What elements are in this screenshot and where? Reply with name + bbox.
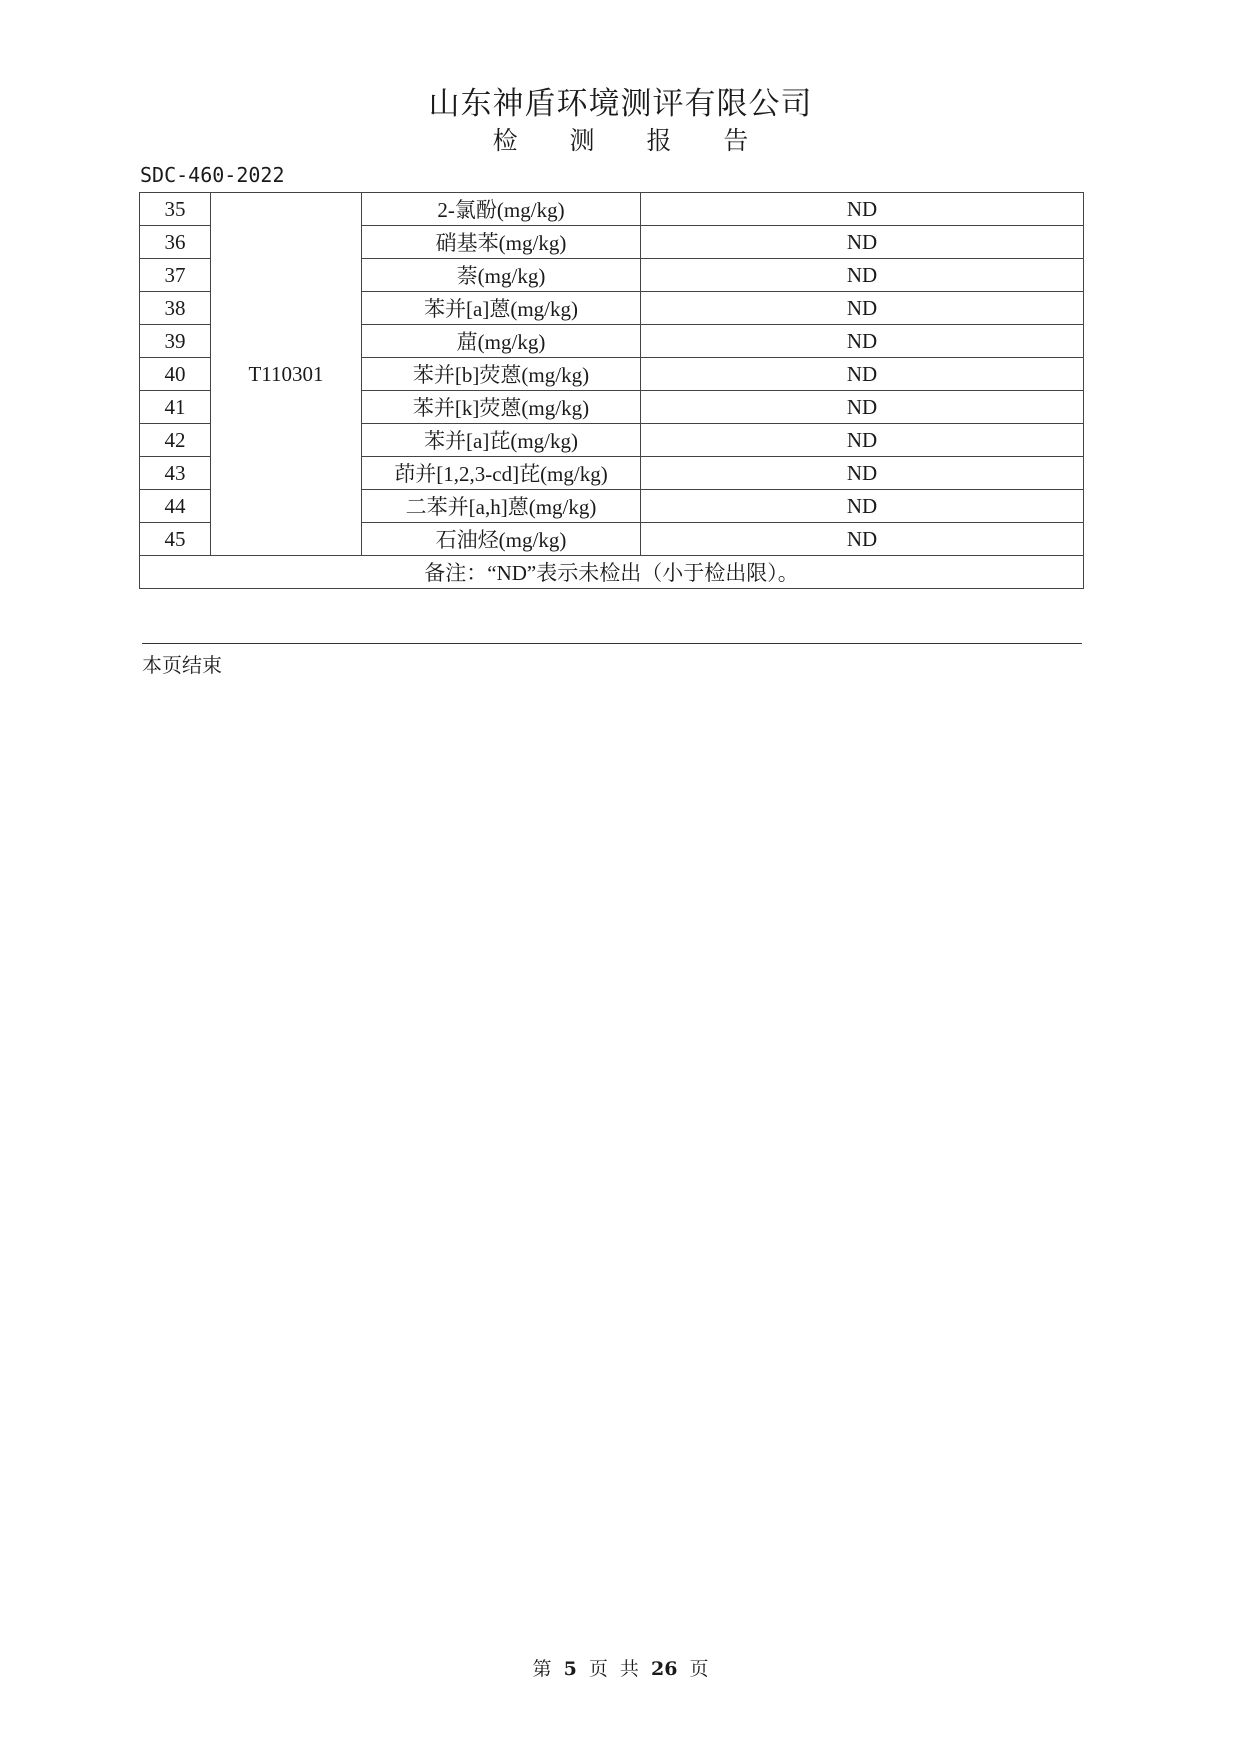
test-result: ND — [641, 193, 1084, 226]
current-page: 5 — [563, 1658, 577, 1680]
sample-id: T110301 — [211, 193, 362, 556]
test-item: 苯并[a]蒽(mg/kg) — [362, 292, 641, 325]
test-item: 苯并[k]荧蒽(mg/kg) — [362, 391, 641, 424]
row-number: 40 — [140, 358, 211, 391]
row-number: 44 — [140, 490, 211, 523]
report-title: 检 测 报 告 — [492, 126, 771, 155]
test-item: 苯并[a]芘(mg/kg) — [362, 424, 641, 457]
test-item: 石油烃(mg/kg) — [362, 523, 641, 556]
test-result: ND — [641, 358, 1084, 391]
footer-prefix: 第 — [532, 1658, 552, 1680]
test-item: 䓛(mg/kg) — [362, 325, 641, 358]
test-item: 硝基苯(mg/kg) — [362, 226, 641, 259]
note-row — [140, 556, 1084, 589]
divider — [142, 643, 1082, 644]
report-number: SDC-460-2022 — [140, 163, 285, 187]
row-number: 36 — [140, 226, 211, 259]
test-item: 苯并[b]荧蒽(mg/kg) — [362, 358, 641, 391]
test-item: 茚并[1,2,3-cd]芘(mg/kg) — [362, 457, 641, 490]
footer-suffix: 页 — [689, 1658, 709, 1680]
test-result: ND — [641, 523, 1084, 556]
total-pages: 26 — [650, 1658, 678, 1680]
row-number: 37 — [140, 259, 211, 292]
row-number: 45 — [140, 523, 211, 556]
test-item: 二苯并[a,h]蒽(mg/kg) — [362, 490, 641, 523]
company-name: 山东神盾环境测评有限公司 — [428, 86, 813, 122]
footer-middle1: 页 — [588, 1658, 608, 1680]
footer-middle2: 共 — [619, 1658, 639, 1680]
test-result: ND — [641, 424, 1084, 457]
test-result: ND — [641, 292, 1084, 325]
test-result: ND — [641, 226, 1084, 259]
test-result: ND — [641, 457, 1084, 490]
table-note: 备注：“ND”表示未检出（小于检出限）。 — [140, 556, 1084, 589]
test-result: ND — [641, 391, 1084, 424]
row-number: 39 — [140, 325, 211, 358]
test-item: 2-氯酚(mg/kg) — [362, 193, 641, 226]
test-item: 萘(mg/kg) — [362, 259, 641, 292]
row-number: 43 — [140, 457, 211, 490]
page-footer — [0, 1654, 1241, 1681]
table-row — [140, 193, 1084, 226]
page-end-marker: 本页结束 — [142, 653, 222, 677]
test-result: ND — [641, 490, 1084, 523]
row-number: 41 — [140, 391, 211, 424]
results-table — [139, 192, 1084, 589]
test-result: ND — [641, 325, 1084, 358]
row-number: 42 — [140, 424, 211, 457]
row-number: 38 — [140, 292, 211, 325]
row-number: 35 — [140, 193, 211, 226]
test-result: ND — [641, 259, 1084, 292]
